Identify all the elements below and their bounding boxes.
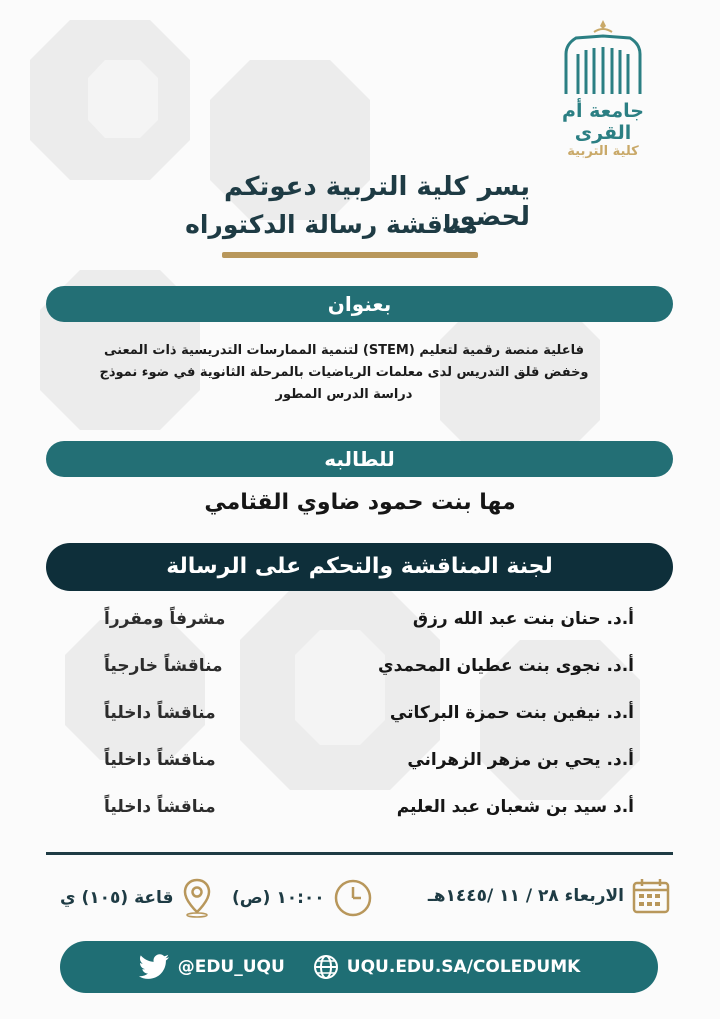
university-logo [538,14,668,164]
clock-icon [333,878,373,918]
student-name: مها بنت حمود ضاوي القثامي [204,490,516,515]
event-time [232,878,373,918]
university-emblem-icon [558,14,648,96]
member-name: أ.د. نجوى بنت عطيان المحمدي [378,656,634,676]
committee-member-row [104,792,634,839]
twitter-handle: @EDU_UQU [177,957,285,977]
member-name: أ.د سيد بن شعبان عبد العليم [396,797,634,817]
thesis-title: فاعلية منصة رقمية لتعليم (STEM) لتنمية الممارسات التدريسية ذات المعنى وخفض قلق التدريس لدى معلمات الرياضيات بالمرحلة الثانوية في ضوء نموذج دراسة الدرس المطور [99,343,589,402]
member-name: أ.د. حنان بنت عبد الله رزق [412,609,634,629]
committee-section-header: لجنة المناقشة والتحكم على الرسالة [46,543,673,591]
member-role: مناقشاً داخلياً [104,703,216,723]
member-role: مناقشاً داخلياً [104,797,216,817]
member-name: أ.د. يحي بن مزهر الزهراني [407,750,634,770]
committee-member-row [104,604,634,651]
member-role: مناقشاً خارجياً [104,656,223,676]
section-divider [46,852,673,855]
footer-website[interactable] [313,954,581,980]
committee-member-row [104,745,634,792]
committee-list [104,604,634,839]
twitter-icon [138,954,170,980]
calendar-icon [632,878,670,914]
headline-underline [222,252,478,258]
student-section-header: للطالبه [46,441,673,477]
event-time-text: ١٠:٠٠ (ص) [232,888,325,908]
college-name: كلية التربية [567,144,639,159]
globe-icon [313,954,339,980]
member-role: مشرفاً ومقرراً [104,609,226,629]
event-location-text: قاعة (١٠٥) ي [60,888,174,908]
invitation-line-2: مناقشة رسالة الدكتوراه [185,210,478,239]
event-date-text: الاربعاء ٢٨ / ١١ /١٤٤٥هـ [427,886,624,906]
footer-bar [60,941,658,993]
university-name: جامعة أم القرى [562,100,644,144]
committee-member-row [104,651,634,698]
event-date [428,878,670,914]
committee-member-row [104,698,634,745]
invitation-line-1: يسر كلية التربية دعوتكم لحضور [224,172,530,232]
member-role: مناقشاً داخلياً [104,750,216,770]
footer-twitter[interactable] [138,954,285,980]
title-section-header: بعنوان [46,286,673,322]
location-pin-icon [182,878,212,918]
event-location [60,878,212,918]
member-name: أ.د. نيفين بنت حمزة البركاتي [389,703,634,723]
website-url: UQU.EDU.SA/COLEDUMK [346,957,581,977]
